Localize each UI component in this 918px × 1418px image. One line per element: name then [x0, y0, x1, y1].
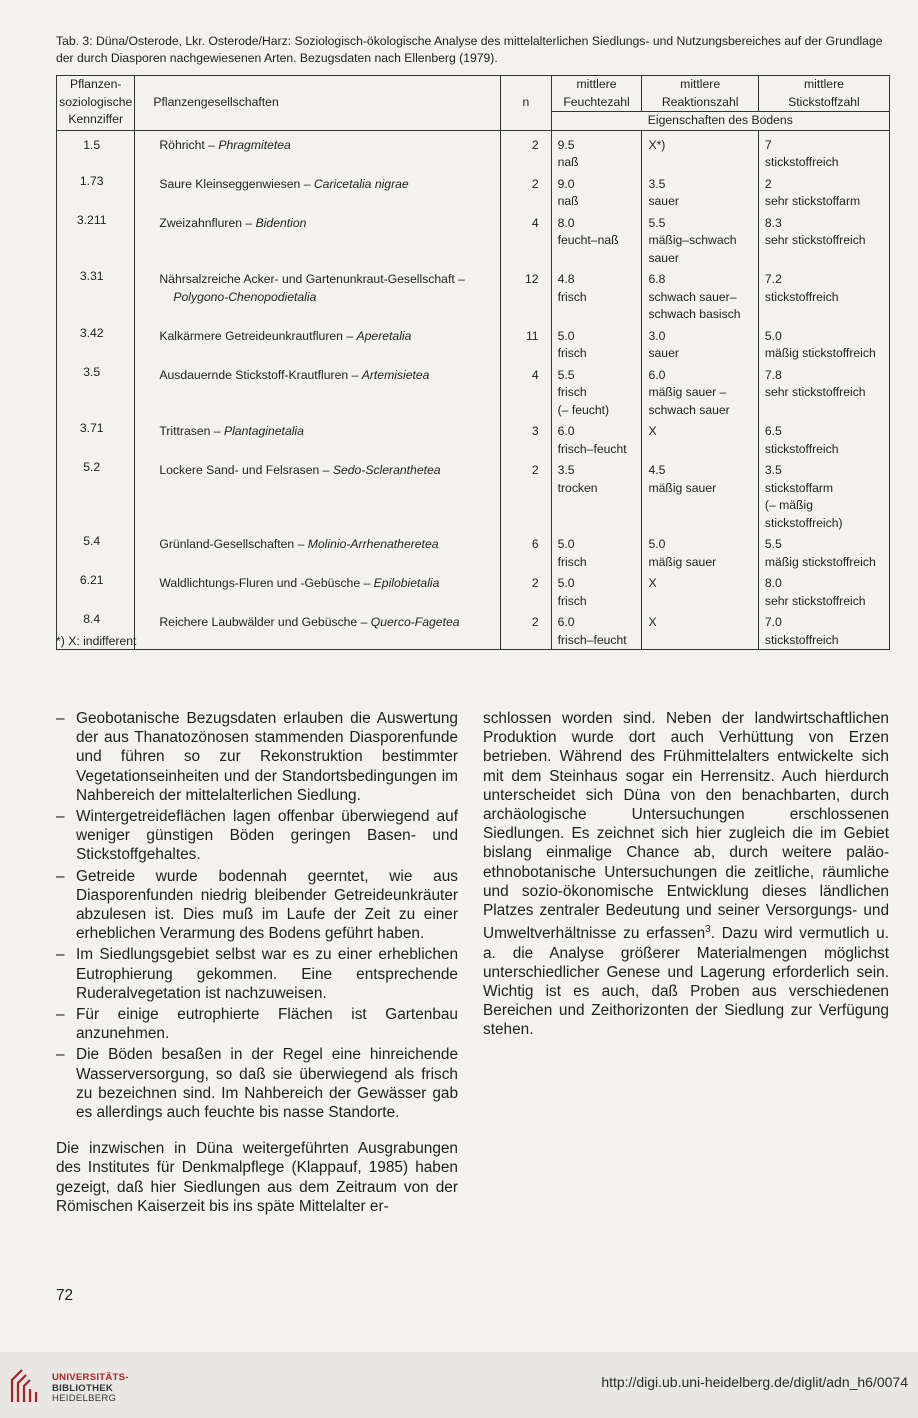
cell-feuchtezahl: 5.5 frisch (– feucht) [551, 364, 642, 421]
cell-reaktionszahl: 3.0 sauer [642, 325, 758, 364]
cell-community: Kalkärmere Getreideunkrautfluren – Aperetalia [135, 325, 501, 364]
cell-reaktionszahl: 3.5 sauer [642, 173, 758, 212]
cell-stickstoffzahl: 8.3 sehr stickstoffreich [764, 215, 866, 247]
cell-stickstoffzahl: 6.5 stickstoffreich [764, 424, 839, 456]
paragraph: Die inzwischen in Düna weitergeführten Ausgrabungen des Institutes für Denkmalpflege (Klappauf, 1985) haben gezeigt, daß hier Siedlungen aus dem Zeitraum von der Römischen Kaiserzeit bis ins späte Mittelalter er- [56, 1140, 458, 1215]
cell-code: 8.4 [57, 611, 135, 650]
cell-reaktionszahl: 5.5 mäßig–schwach sauer [642, 212, 758, 269]
list-item: – Die Böden besaßen in der Regel eine hinreichende Wasserversorgung, so daß sie überwiegend als frisch zu bezeichnen sind. Im Nahbereich der Gewässer gab es allerdings auch feuchte bis nasse Standorte. [56, 1045, 458, 1122]
table-row [57, 130, 890, 173]
table-row [57, 268, 890, 325]
cell-feuchtezahl: 4.8 frisch [551, 268, 642, 325]
cell-n: 6 [501, 533, 551, 572]
cell-feuchtezahl: 9.5 naß [551, 130, 642, 173]
footer-bar [0, 1352, 918, 1418]
cell-feuchtezahl: 5.0 frisch [551, 572, 642, 611]
paragraph-continued: schlossen worden sind. Neben der landwirtschaftlichen Produktion wurde dort auch Verhüttung von Erzen betrieben. Während des Frühmittelalters entwickelte sich mit dem Steinhaus sogar ein Herrensitz. Auch hierdurch unterscheidet sich Düna von den benachbarten, durch archäologische Untersuchungen erschlossenen Siedlungen. Es zeichnet sich hier zugleich die im Gebiet bislang einmalige Chance ab, durch weitere paläo-ethnobotanische Untersuchungen die zeitliche, räumliche und sozio-ökonomische Entwicklung dieses ländlichen Platzes zentraler Bedeutung und seiner Versorgungs- und Umweltverhältnisse zu erfassen$^3$. Dazu wird vermutlich u. a. die Analyse größerer Materialmengen möglichst unterschiedlicher Genese und Lagerung erforderlich sein. Wichtig ist es auch, daß Proben aus verschiedenen Bereichen und Zeithorizonten der Siedlung zur Verfügung stehen. [483, 710, 889, 1039]
list-item: – Wintergetreideflächen lagen offenbar überwiegend auf weniger günstigen Böden geringen Basen- und Stickstoffgehaltes. [56, 807, 458, 865]
header-eigenschaften: Eigenschaften des Bodens [551, 112, 889, 131]
cell-community: Röhricht – Phragmitetea [135, 130, 501, 173]
library-logo-icon [8, 1366, 48, 1406]
cell-reaktionszahl: X*) [642, 130, 758, 173]
cell-reaktionszahl: 6.0 mäßig sauer – schwach sauer [642, 364, 758, 421]
header-feuchtezahl: mittlere Feuchtezahl [551, 76, 642, 112]
cell-reaktionszahl: X [642, 572, 758, 611]
cell-n: 4 [501, 212, 551, 269]
cell-code: 5.4 [57, 533, 135, 572]
cell-n: 4 [501, 364, 551, 421]
cell-reaktionszahl: 6.8 schwach sauer– schwach basisch [642, 268, 758, 325]
cell-n: 12 [501, 268, 551, 325]
left-column [56, 709, 458, 1216]
footnote: *) X: indifferent [56, 634, 137, 648]
header-stickstoffzahl: mittlere Stickstoffzahl [788, 77, 860, 109]
header-kennziffer: Pflanzen- soziologische Kennziffer [57, 76, 135, 131]
list-item: – Im Siedlungsgebiet selbst war es zu einer erheblichen Eutrophierung gekommen. Eine entsprechende Ruderalvegetation ist nachzuweisen. [56, 945, 458, 1003]
cell-code: 1.73 [57, 173, 135, 212]
cell-community: Reichere Laubwälder und Gebüsche – Querco-Fagetea [135, 611, 501, 650]
cell-code: 6.21 [57, 572, 135, 611]
cell-feuchtezahl: 6.0 frisch–feucht [551, 611, 642, 650]
source-url-link[interactable]: http://digi.ub.uni-heidelberg.de/diglit/adn_h6/0074 [601, 1374, 908, 1390]
header-gesellschaften: Pflanzengesellschaften [135, 76, 501, 131]
cell-community: Lockere Sand- und Felsrasen – Sedo-Scleranthetea [135, 459, 501, 533]
cell-community: Saure Kleinseggenwiesen – Caricetalia nigrae [135, 173, 501, 212]
cell-feuchtezahl: 8.0 feucht–naß [551, 212, 642, 269]
cell-community: Zweizahnfluren – Bidention [135, 212, 501, 269]
cell-n: 3 [501, 420, 551, 459]
cell-code: 5.2 [57, 459, 135, 533]
cell-community: Trittrasen – Plantaginetalia [135, 420, 501, 459]
cell-community: Nährsalzreiche Acker- und Gartenunkraut-Gesellschaft – Polygono-Chenopodietalia [135, 268, 501, 325]
findings-list [56, 709, 458, 1122]
cell-stickstoffzahl: 7.2 stickstoffreich [764, 272, 839, 304]
cell-code: 3.31 [57, 268, 135, 325]
cell-reaktionszahl: X [642, 611, 758, 650]
cell-stickstoffzahl: 2 sehr stickstoffarm [764, 176, 861, 208]
header-n: n [501, 76, 551, 131]
table-row [57, 611, 890, 650]
header-reaktionszahl: mittlere Reaktionszahl [642, 76, 758, 112]
cell-stickstoffzahl: 3.5 stickstoffarm (– mäßig stickstoffreich) [764, 463, 843, 530]
cell-reaktionszahl: 4.5 mäßig sauer [642, 459, 758, 533]
footnote-ref: 3 [705, 924, 711, 936]
cell-n: 2 [501, 572, 551, 611]
table-row [57, 212, 890, 269]
cell-reaktionszahl: 5.0 mäßig sauer [642, 533, 758, 572]
page-number: 72 [56, 1287, 74, 1304]
list-item: – Getreide wurde bodennah geerntet, wie aus Diasporenfunden niedrig bleibender Getreideunkräuter abzulesen ist. Dies muß im Laufe der Zeit zu einer erheblichen Verarmung des Bodens geführt haben. [56, 867, 458, 944]
cell-n: 2 [501, 173, 551, 212]
list-item: – Geobotanische Bezugsdaten erlauben die Auswertung der aus Thanatozönosen stammenden Diasporenfunde und führen so zur Rekonstruktion bestimmter Vegetationseinheiten und der Standortsbedingungen im Nahbereich der mittelalterlichen Siedlung. [56, 709, 458, 805]
table-row [57, 572, 890, 611]
cell-stickstoffzahl: 5.5 mäßig stickstoffreich [764, 537, 876, 569]
cell-n: 2 [501, 611, 551, 650]
cell-code: 1.5 [57, 130, 135, 173]
cell-stickstoffzahl: 8.0 sehr stickstoffreich [764, 576, 866, 608]
cell-stickstoffzahl: 5.0 mäßig stickstoffreich [764, 328, 876, 360]
table-row [57, 459, 890, 533]
cell-code: 3.5 [57, 364, 135, 421]
cell-stickstoffzahl: 7.8 sehr stickstoffreich [764, 367, 866, 399]
library-name: UNIVERSITÄTS- BIBLIOTHEK HEIDELBERG [52, 1372, 129, 1404]
table-row [57, 364, 890, 421]
cell-community: Grünland-Gesellschaften – Molinio-Arrhenatheretea [135, 533, 501, 572]
cell-n: 2 [501, 130, 551, 173]
cell-code: 3.71 [57, 420, 135, 459]
cell-n: 11 [501, 325, 551, 364]
table-row [57, 420, 890, 459]
data-table [56, 75, 890, 650]
cell-code: 3.42 [57, 325, 135, 364]
table-row [57, 173, 890, 212]
cell-feuchtezahl: 9.0 naß [551, 173, 642, 212]
cell-feuchtezahl: 3.5 trocken [551, 459, 642, 533]
cell-stickstoffzahl: 7 stickstoffreich [764, 137, 839, 169]
cell-reaktionszahl: X [642, 420, 758, 459]
table-caption: Tab. 3: Düna/Osterode, Lkr. Osterode/Harz: Soziologisch-ökologische Analyse des mittelalterlichen Siedlungs- und Nutzungsbereiches auf der Grundlage der durch Diasporen nachgewiesenen Arten. Bezugsdaten nach Ellenberg (1979). [56, 34, 883, 65]
cell-feuchtezahl: 6.0 frisch–feucht [551, 420, 642, 459]
table-row [57, 533, 890, 572]
cell-n: 2 [501, 459, 551, 533]
cell-feuchtezahl: 5.0 frisch [551, 533, 642, 572]
cell-community: Ausdauernde Stickstoff-Krautfluren – Artemisietea [135, 364, 501, 421]
cell-code: 3.211 [57, 212, 135, 269]
right-column [483, 709, 889, 1040]
list-item: – Für einige eutrophierte Flächen ist Gartenbau anzunehmen. [56, 1005, 458, 1043]
cell-stickstoffzahl: 7.0 stickstoffreich [764, 615, 839, 647]
cell-feuchtezahl: 5.0 frisch [551, 325, 642, 364]
table-body [57, 130, 890, 650]
table-row [57, 325, 890, 364]
cell-community: Waldlichtungs-Fluren und -Gebüsche – Epilobietalia [135, 572, 501, 611]
